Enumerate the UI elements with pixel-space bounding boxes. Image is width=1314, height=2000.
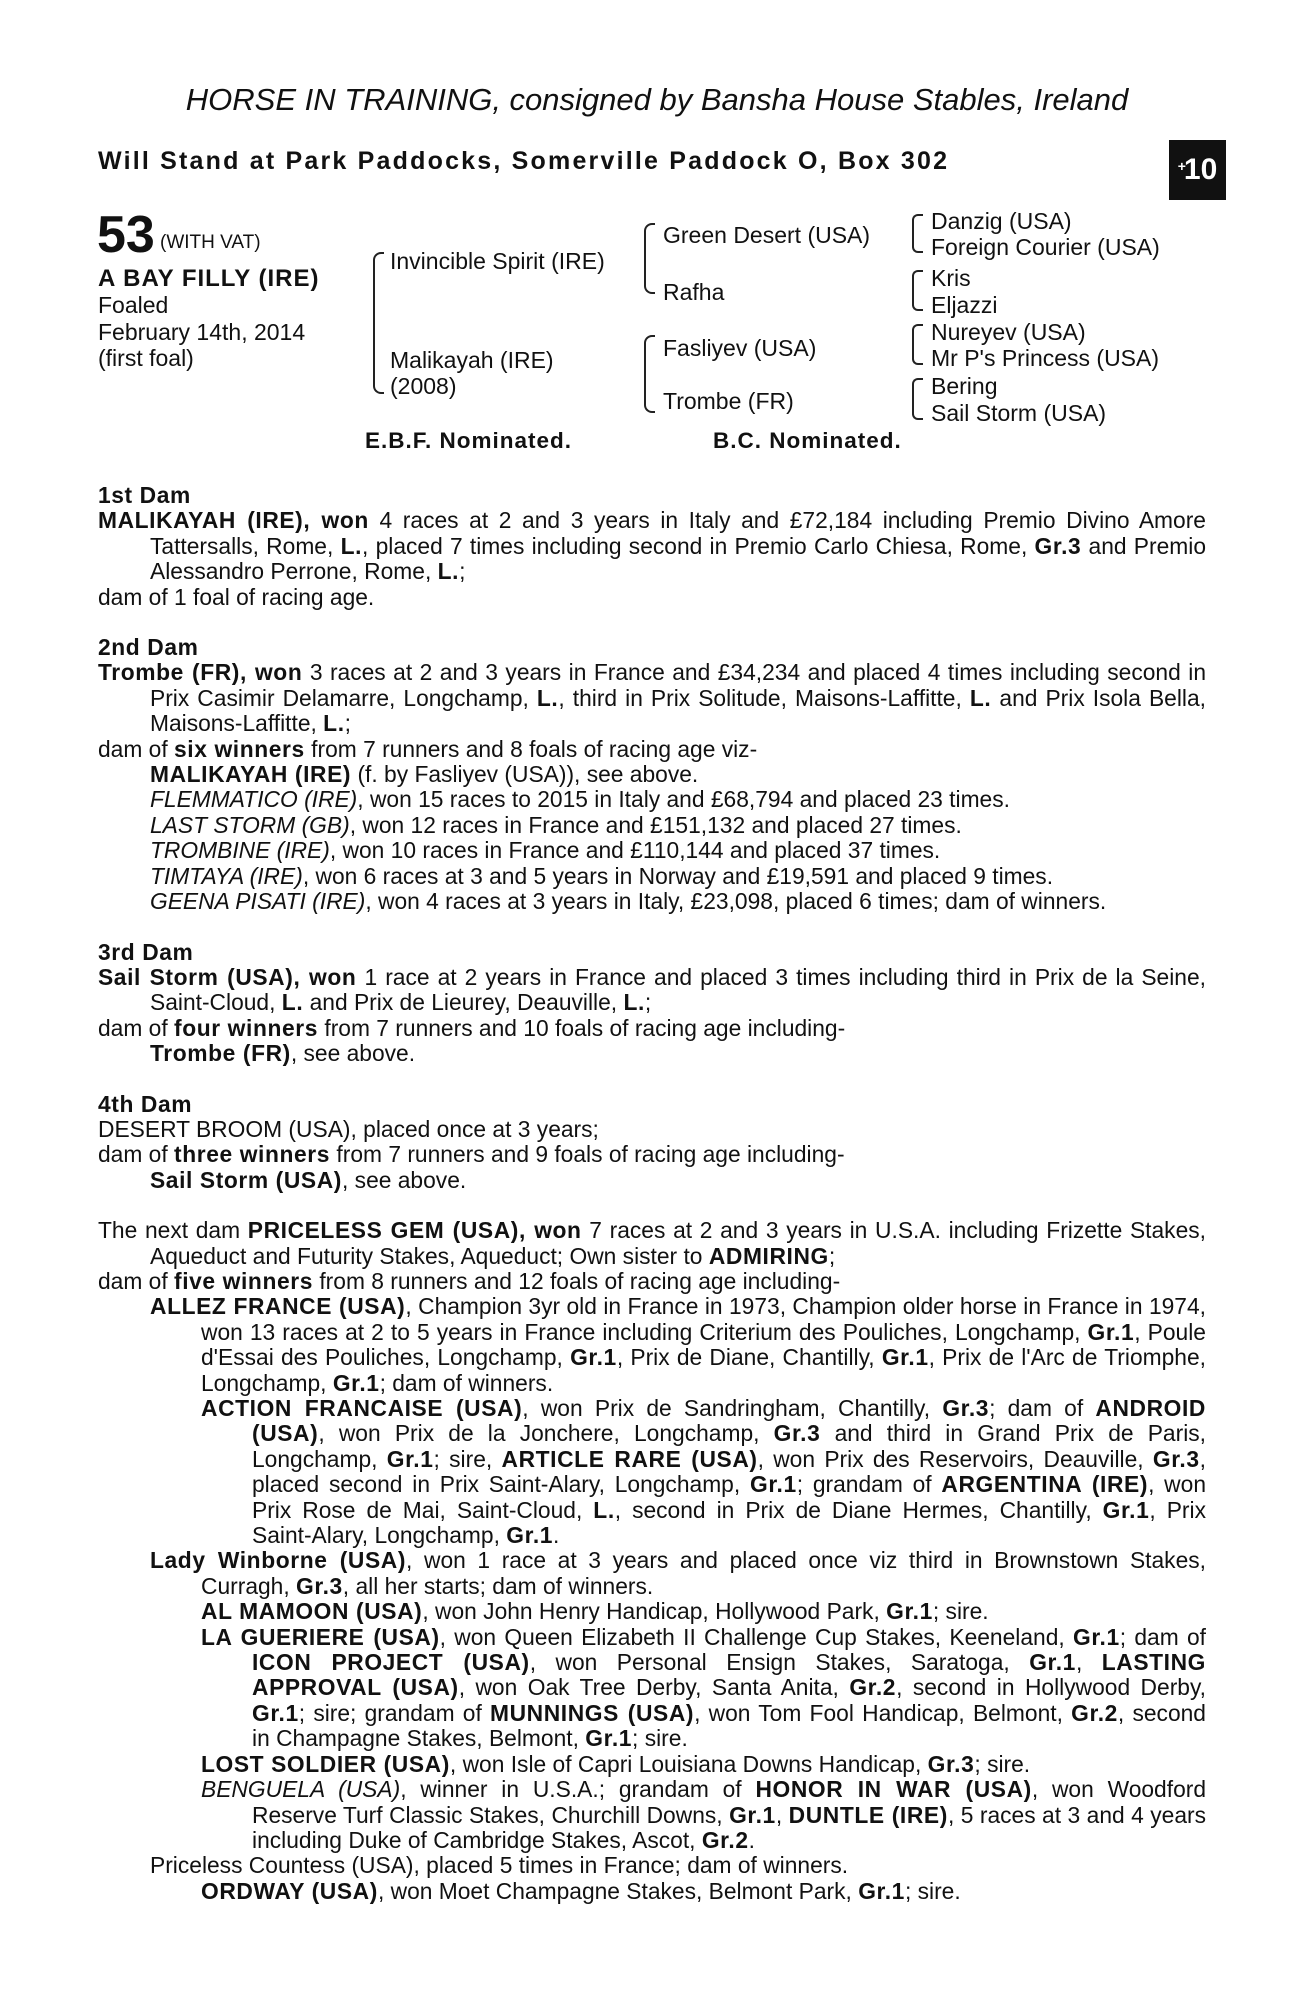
- horse-name-bold: six winners: [174, 735, 305, 762]
- foaled-label: Foaled: [98, 292, 169, 318]
- catalogue-paragraph: [98, 965, 1206, 1016]
- horse-name-bold: Gr.1: [1102, 1496, 1150, 1523]
- pedigree-sire: Invincible Spirit (IRE): [390, 248, 605, 274]
- lot-number: 53: [97, 206, 155, 264]
- horse-name-bold: LA GUERIERE (USA): [201, 1623, 440, 1650]
- horse-name-bold: Gr.3: [773, 1420, 821, 1447]
- horse-name-bold: Gr.2: [849, 1674, 897, 1701]
- text-run: , see above.: [290, 1040, 416, 1067]
- text-run: , Prix de l'Arc de Triomphe, Longchamp,: [201, 1344, 1206, 1396]
- catalogue-paragraph: [98, 1752, 1206, 1777]
- text-run: ;: [459, 558, 466, 585]
- horse-name-bold: Gr.3: [1034, 532, 1082, 559]
- pedigree-dam: Malikayah (IRE): [390, 347, 554, 373]
- text-run: , won 12 races in France and £151,132 and placed 27 times.: [349, 811, 962, 838]
- catalogue-paragraph: [98, 508, 1206, 584]
- horse-name-bold: three winners: [174, 1141, 331, 1168]
- catalogue-paragraph: [98, 1294, 1206, 1396]
- catalogue-paragraph: [98, 1142, 1206, 1167]
- catalogue-paragraph: [98, 1879, 1206, 1904]
- text-run: dam of 1 foal of racing age.: [98, 583, 375, 610]
- horse-name-bold: DUNTLE (IRE): [788, 1801, 948, 1828]
- horse-name-bold: Gr.1: [252, 1699, 299, 1726]
- horse-name-bold: 3rd Dam: [98, 938, 194, 965]
- text-run: 1 race at 2 years in France and placed 3 times including third in Prix de la Seine, Saint-Cloud,: [150, 963, 1206, 1016]
- text-run: and Premio Alessandro Perrone, Rome,: [150, 532, 1206, 585]
- text-run: 4 races at 2 and 3 years in Italy and £72,184 including Premio Divino Amore Tattersalls, Rome,: [150, 507, 1206, 559]
- horse-name-bold: L.: [536, 684, 559, 711]
- horse-name-bold: ORDWAY (USA): [201, 1877, 378, 1904]
- text-run: ;: [644, 989, 652, 1016]
- text-run: , won 1 race at 3 years and placed once viz third in Brownstown Stakes, Curragh,: [201, 1547, 1206, 1599]
- horse-name-bold: L.: [437, 558, 460, 585]
- horse-name-bold: 4th Dam: [98, 1090, 193, 1117]
- text-run: , won John Henry Handicap, Hollywood Park,: [422, 1598, 887, 1625]
- catalogue-paragraph: [98, 660, 1206, 736]
- horse-name-bold: Gr.1: [1087, 1318, 1135, 1345]
- text-run: ;: [344, 710, 351, 737]
- text-run: dam of: [98, 1014, 175, 1041]
- foaled-date: February 14th, 2014: [98, 319, 306, 345]
- text-run: , all her starts; dam of winners.: [342, 1572, 654, 1599]
- pedigree-brace: [912, 270, 923, 311]
- text-run: , won Woodford Reserve Turf Classic Stakes, Churchill Downs,: [252, 1776, 1207, 1828]
- horse-name-bold: L.: [340, 532, 363, 559]
- catalogue-paragraph: [98, 813, 1206, 838]
- text-run: ; dam of: [989, 1395, 1096, 1421]
- pedigree-ssd: Foreign Courier (USA): [931, 234, 1160, 260]
- text-run: , placed second in Prix Saint-Alary, Longchamp,: [252, 1445, 1206, 1498]
- dam-heading: [98, 483, 1206, 508]
- horse-name-italic: TROMBINE (IRE): [150, 837, 330, 864]
- catalogue-paragraph: [98, 889, 1206, 914]
- text-run: , placed 7 times including second in Premio Carlo Chiesa, Rome,: [362, 532, 1035, 559]
- pedigree-brace: [373, 252, 384, 394]
- horse-name-bold: ICON PROJECT (USA): [252, 1649, 530, 1676]
- catalogue-paragraph: [98, 1777, 1206, 1853]
- horse-name-bold: ARTICLE RARE (USA): [501, 1445, 758, 1472]
- text-run: ; sire; grandam of: [298, 1699, 491, 1726]
- pedigree-brace: [644, 223, 655, 294]
- ten-icon: [1169, 140, 1226, 200]
- pedigree-dam-sire: Fasliyev (USA): [663, 335, 817, 361]
- catalogue-paragraph: [98, 1599, 1206, 1624]
- text-run: , Poule d'Essai des Pouliches, Longchamp,: [201, 1318, 1206, 1371]
- text-run: , won Moet Champagne Stakes, Belmont Park,: [377, 1877, 859, 1904]
- horse-name-bold: ALLEZ FRANCE (USA): [150, 1293, 406, 1320]
- catalogue-paragraph: [98, 838, 1206, 863]
- horse-name-bold: four winners: [174, 1014, 319, 1041]
- lot-name: A BAY FILLY (IRE): [98, 265, 320, 292]
- pedigree-brace: [912, 214, 923, 253]
- text-run: from 8 runners and 12 foals of racing age including-: [313, 1267, 841, 1294]
- text-run: ,: [775, 1801, 789, 1828]
- text-run: , Prix de Diane, Chantilly,: [616, 1344, 882, 1371]
- horse-name-bold: Gr.1: [386, 1445, 434, 1472]
- horse-name-bold: Sail Storm (USA), won: [98, 963, 357, 990]
- first-foal-note: (first foal): [98, 345, 194, 371]
- horse-name-italic: FLEMMATICO (IRE): [150, 786, 358, 813]
- pedigree-sire-dam: Rafha: [663, 279, 725, 305]
- catalogue-paragraph: [98, 864, 1206, 889]
- pedigree-sire-sire: Green Desert (USA): [663, 222, 871, 248]
- horse-name-bold: ANDROID (USA): [252, 1395, 1206, 1447]
- pedigree-sds: Kris: [931, 265, 971, 291]
- horse-name-bold: Gr.1: [570, 1344, 617, 1371]
- horse-name-bold: Gr.1: [886, 1598, 933, 1625]
- horse-name-bold: HONOR IN WAR (USA): [755, 1776, 1032, 1803]
- text-run: , won 15 races to 2015 in Italy and £68,794 and placed 23 times.: [357, 786, 1010, 813]
- text-run: , won Prix Rose de Mai, Saint-Cloud,: [252, 1471, 1206, 1523]
- horse-name-bold: Gr.1: [506, 1522, 554, 1549]
- horse-name-bold: L.: [969, 684, 992, 711]
- horse-name-bold: MUNNINGS (USA): [490, 1699, 695, 1726]
- horse-name-bold: Gr.3: [942, 1395, 990, 1421]
- text-run: ,: [1075, 1649, 1102, 1676]
- text-run: and Prix de Lieurey, Deauville,: [303, 989, 624, 1016]
- dam-heading: [98, 940, 1206, 965]
- bc-nomination: B.C. Nominated.: [713, 428, 902, 453]
- text-run: from 7 runners and 10 foals of racing age including-: [318, 1014, 846, 1041]
- text-run: ; sire.: [904, 1877, 961, 1904]
- text-run: and third in Grand Prix de Paris, Longchamp,: [252, 1420, 1206, 1472]
- text-run: , see above.: [342, 1166, 467, 1193]
- text-run: , won Personal Ensign Stakes, Saratoga,: [529, 1649, 1030, 1676]
- text-run: ; dam of: [1119, 1623, 1206, 1650]
- catalogue-paragraph: [98, 1041, 1206, 1066]
- badge-plus: +: [1177, 158, 1186, 174]
- text-run: ; sire,: [433, 1445, 502, 1472]
- horse-name-bold: Gr.1: [729, 1801, 776, 1828]
- horse-name-bold: Gr.1: [1073, 1623, 1120, 1650]
- catalogue-paragraph: [98, 1117, 1206, 1142]
- horse-name-bold: 2nd Dam: [98, 634, 199, 661]
- text-run: ; sire.: [974, 1750, 1031, 1777]
- text-run: , won Oak Tree Derby, Santa Anita,: [458, 1674, 850, 1701]
- text-run: , won Tom Fool Handicap, Belmont,: [694, 1699, 1072, 1726]
- pedigree-ddd: Sail Storm (USA): [931, 400, 1107, 426]
- text-run: , 5 races at 3 and 4 years including Duke of Cambridge Stakes, Ascot,: [252, 1801, 1207, 1853]
- horse-name-bold: ADMIRING: [708, 1242, 829, 1269]
- text-run: , winner in U.S.A.; grandam of: [400, 1776, 756, 1803]
- horse-name-bold: Lady Winborne (USA): [150, 1547, 407, 1574]
- horse-name-bold: Gr.1: [1029, 1649, 1076, 1676]
- horse-name-bold: ARGENTINA (IRE): [941, 1471, 1149, 1498]
- horse-name-italic: LAST STORM (GB): [150, 811, 350, 838]
- catalogue-paragraph: [98, 1168, 1206, 1193]
- pedigree-dam-dam: Trombe (FR): [663, 388, 794, 414]
- horse-name-bold: MALIKAYAH (IRE): [150, 761, 352, 788]
- badge-number: 10: [1183, 153, 1218, 186]
- text-run: .: [748, 1826, 755, 1853]
- catalogue-paragraph: [98, 1625, 1206, 1752]
- catalogue-paragraph: [98, 1218, 1206, 1269]
- text-run: , won Prix de Sandringham, Chantilly,: [522, 1395, 943, 1421]
- horse-name-bold: PRICELESS GEM (USA), won: [247, 1217, 582, 1244]
- dam-heading: [98, 635, 1206, 660]
- catalogue-paragraph: [98, 1396, 1206, 1548]
- text-run: , won Isle of Capri Louisiana Downs Handicap,: [449, 1750, 928, 1777]
- text-run: ; sire.: [632, 1725, 688, 1752]
- text-run: dam of: [98, 1141, 175, 1168]
- horse-name-bold: Gr.1: [585, 1725, 633, 1752]
- horse-name-bold: five winners: [174, 1267, 313, 1294]
- horse-name-bold: Gr.3: [1152, 1445, 1200, 1472]
- horse-name-bold: L.: [281, 989, 304, 1016]
- horse-name-bold: Gr.3: [927, 1750, 975, 1777]
- horse-name-bold: L.: [593, 1496, 615, 1523]
- catalogue-paragraph: [98, 585, 1206, 610]
- horse-name-bold: AL MAMOON (USA): [201, 1598, 423, 1625]
- pedigree-brace: [644, 335, 655, 413]
- horse-name-bold: Gr.2: [701, 1826, 749, 1853]
- pedigree-dsd: Mr P's Princess (USA): [931, 345, 1160, 371]
- horse-name-italic: TIMTAYA (IRE): [150, 862, 303, 889]
- pedigree-sdd: Eljazzi: [931, 292, 998, 318]
- catalogue-paragraph: [98, 1016, 1206, 1041]
- text-run: , won Queen Elizabeth II Challenge Cup Stakes, Keeneland,: [439, 1623, 1073, 1650]
- text-run: ; grandam of: [796, 1471, 942, 1498]
- stand-location: Will Stand at Park Paddocks, Somerville Paddock O, Box 302: [98, 147, 950, 175]
- horse-name-bold: LOST SOLDIER (USA): [201, 1750, 450, 1777]
- text-run: , third in Prix Solitude, Maisons-Laffitte,: [558, 684, 970, 711]
- text-run: ; sire.: [932, 1598, 989, 1625]
- horse-name-italic: BENGUELA (USA): [201, 1776, 401, 1803]
- text-run: , won Prix de la Jonchere, Longchamp,: [318, 1420, 774, 1447]
- catalogue-body: [98, 483, 1206, 1904]
- catalogue-paragraph: [98, 1269, 1206, 1294]
- text-run: DESERT BROOM (USA), placed once at 3 years;: [98, 1115, 599, 1142]
- horse-name-bold: Sail Storm (USA): [150, 1166, 342, 1193]
- pedigree-dss: Nureyev (USA): [931, 319, 1086, 345]
- pedigree-brace: [912, 324, 923, 365]
- text-run: , second in Hollywood Derby,: [896, 1674, 1207, 1701]
- pedigree-sss: Danzig (USA): [931, 208, 1072, 234]
- horse-name-italic: GEENA PISATI (IRE): [150, 888, 366, 915]
- catalogue-paragraph: [98, 762, 1206, 787]
- horse-name-bold: 1st Dam: [98, 482, 191, 508]
- page-title: HORSE IN TRAINING, consigned by Bansha House Stables, Ireland: [185, 82, 1129, 117]
- ebf-nomination: E.B.F. Nominated.: [365, 428, 573, 453]
- text-run: , Champion 3yr old in France in 1973, Champion older horse in France in 1974, won 13 races at 2 to 5 years in France including Criterium des Pouliches, Longchamp,: [201, 1293, 1206, 1345]
- horse-name-bold: L.: [323, 710, 345, 737]
- text-run: dam of: [98, 735, 175, 762]
- horse-name-bold: Trombe (FR): [150, 1040, 291, 1067]
- text-run: ;: [828, 1242, 836, 1269]
- vat-note: (WITH VAT): [160, 232, 261, 253]
- pedigree-dam-year: (2008): [390, 373, 457, 399]
- horse-name-bold: MALIKAYAH (IRE), won: [98, 507, 369, 534]
- text-run: 7 races at 2 and 3 years in U.S.A. including Frizette Stakes, Aqueduct and Futurity Stakes, Aqueduct; Own sister to: [150, 1217, 1206, 1269]
- text-run: , Prix Saint-Alary, Longchamp,: [252, 1496, 1206, 1549]
- horse-name-bold: ACTION FRANCAISE (USA): [201, 1395, 523, 1421]
- text-run: The next dam: [98, 1217, 248, 1244]
- horse-name-bold: Gr.1: [858, 1877, 905, 1904]
- horse-name-bold: Gr.1: [881, 1344, 929, 1371]
- catalogue-paragraph: [98, 1548, 1206, 1599]
- horse-name-bold: Trombe (FR), won: [98, 659, 303, 686]
- text-run: from 7 runners and 9 foals of racing age including-: [330, 1141, 845, 1168]
- text-run: .: [553, 1522, 560, 1549]
- horse-name-bold: Gr.1: [332, 1369, 380, 1396]
- horse-name-bold: LASTING APPROVAL (USA): [252, 1649, 1206, 1701]
- horse-name-bold: Gr.3: [296, 1572, 343, 1599]
- pedigree-brace: [912, 378, 923, 420]
- text-run: Priceless Countess (USA), placed 5 times in France; dam of winners.: [150, 1852, 849, 1879]
- horse-name-bold: Gr.1: [749, 1471, 797, 1498]
- text-run: , won 4 races at 3 years in Italy, £23,098, placed 6 times; dam of winners.: [365, 888, 1107, 915]
- text-run: , second in Champagne Stakes, Belmont,: [252, 1699, 1206, 1752]
- horse-name-bold: Gr.2: [1071, 1699, 1118, 1726]
- text-run: , second in Prix de Diane Hermes, Chantilly,: [614, 1496, 1103, 1523]
- text-run: (f. by Fasliyev (USA)), see above.: [351, 761, 699, 788]
- pedigree-dds: Bering: [931, 373, 998, 399]
- text-run: , won 6 races at 3 and 5 years in Norway and £19,591 and placed 9 times.: [302, 862, 1054, 889]
- catalogue-paragraph: [98, 787, 1206, 812]
- dam-heading: [98, 1092, 1206, 1117]
- text-run: ; dam of winners.: [379, 1369, 554, 1396]
- text-run: , won Prix des Reservoirs, Deauville,: [757, 1445, 1153, 1472]
- horse-name-bold: L.: [623, 989, 645, 1016]
- catalogue-paragraph: [98, 1853, 1206, 1878]
- text-run: dam of: [98, 1267, 175, 1294]
- text-run: 3 races at 2 and 3 years in France and £34,234 and placed 4 times including second in Prix Casimir Delamarre, Longchamp,: [150, 659, 1206, 711]
- text-run: from 7 runners and 8 foals of racing age viz-: [304, 735, 758, 762]
- text-run: and Prix Isola Bella, Maisons-Laffitte,: [150, 684, 1206, 737]
- text-run: , won 10 races in France and £110,144 and placed 37 times.: [329, 837, 941, 864]
- catalogue-paragraph: [98, 737, 1206, 762]
